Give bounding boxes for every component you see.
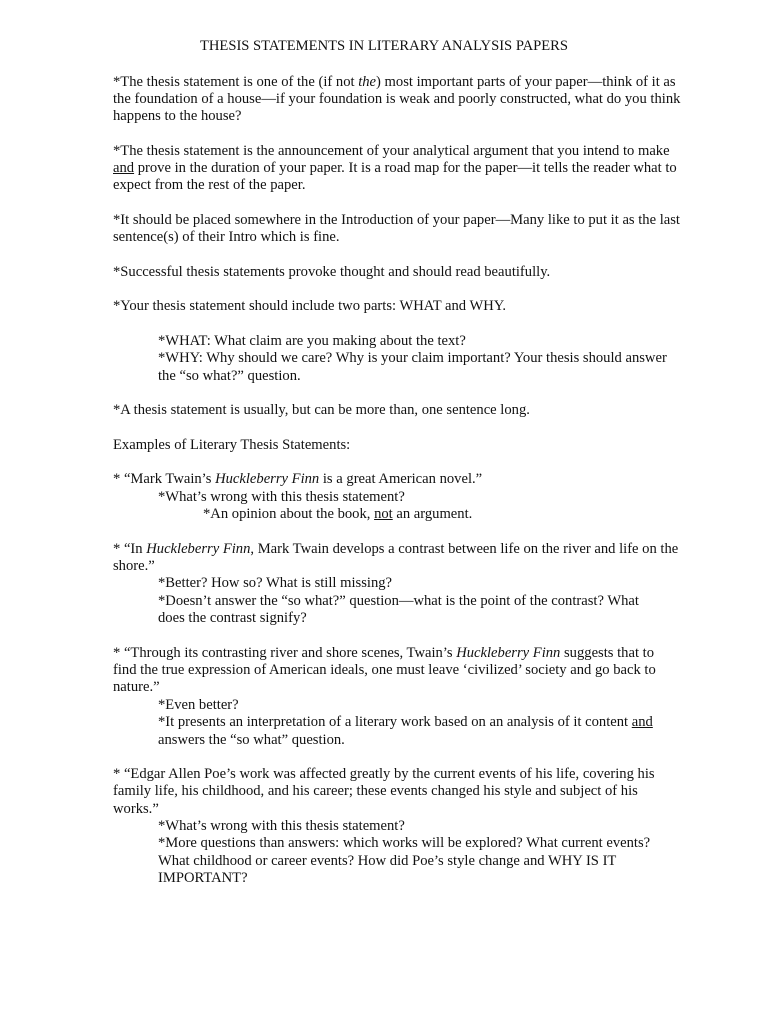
example-4-line-3: works.” bbox=[113, 801, 159, 817]
example-3-line-2: find the true expression of American ideals, one must leave ‘civilized’ society and go back to bbox=[113, 662, 656, 678]
examples-heading: Examples of Literary Thesis Statements: bbox=[113, 437, 351, 453]
example-4-line-1: * “Edgar Allen Poe’s work was affected greatly by the current events of his life, covering his bbox=[113, 766, 655, 782]
example-4-comment-2: *More questions than answers: which works will be explored? What current events? bbox=[158, 835, 651, 851]
paragraph-1-line-2: the foundation of a house—if your foundation is weak and poorly constructed, what do you think bbox=[113, 91, 681, 107]
paragraph-2-line-2: and prove in the duration of your paper. It is a road map for the paper—it tells the reader what to bbox=[113, 160, 677, 176]
example-3-comment-2: *It presents an interpretation of a literary work based on an analysis of it content and bbox=[158, 714, 653, 730]
example-1-statement: * “Mark Twain’s Huckleberry Finn is a great American novel.” bbox=[113, 471, 483, 487]
what-item: *WHAT: What claim are you making about the text? bbox=[158, 333, 466, 349]
emphasis-the: the bbox=[358, 74, 377, 90]
paragraph-1-line-1: *The thesis statement is one of the (if not the) most important parts of your paper—think of it as bbox=[113, 74, 676, 90]
paragraph-3-line-2: sentence(s) of their Intro which is fine. bbox=[113, 229, 340, 245]
example-4-comment-1: *What’s wrong with this thesis statement? bbox=[158, 818, 405, 834]
example-1-question: *What’s wrong with this thesis statement? bbox=[158, 489, 405, 505]
paragraph-3-line-1: *It should be placed somewhere in the Introduction of your paper—Many like to put it as the last bbox=[113, 212, 680, 228]
why-item-line-1: *WHY: Why should we care? Why is your claim important? Your thesis should answer bbox=[158, 350, 667, 366]
underlined-and: and bbox=[631, 714, 653, 730]
example-4-line-2: family life, his childhood, and his career; these events changed his style and subject of his bbox=[113, 783, 638, 799]
example-2-comment-3: does the contrast signify? bbox=[158, 610, 307, 626]
example-3-line-1: * “Through its contrasting river and shore scenes, Twain’s Huckleberry Finn suggests that to bbox=[113, 645, 655, 661]
underlined-and: and bbox=[113, 160, 135, 176]
paragraph-1-line-3: happens to the house? bbox=[113, 108, 242, 124]
why-item-line-2: the “so what?” question. bbox=[158, 368, 301, 384]
paragraph-7: *A thesis statement is usually, but can be more than, one sentence long. bbox=[113, 402, 530, 418]
example-1-answer: *An opinion about the book, not an argument. bbox=[203, 506, 473, 522]
example-3-comment-1: *Even better? bbox=[158, 697, 239, 713]
example-2-line-2: shore.” bbox=[113, 558, 155, 574]
example-2-line-1: * “In Huckleberry Finn, Mark Twain develops a contrast between life on the river and life on the bbox=[113, 541, 679, 557]
example-2-comment-2: *Doesn’t answer the “so what?” question—what is the point of the contrast? What bbox=[158, 593, 639, 609]
example-4-comment-3: What childhood or career events? How did Poe’s style change and WHY IS IT bbox=[158, 853, 617, 869]
paragraph-4: *Successful thesis statements provoke thought and should read beautifully. bbox=[113, 264, 551, 280]
page-title: THESIS STATEMENTS IN LITERARY ANALYSIS PAPERS bbox=[199, 38, 569, 54]
example-2-comment-1: *Better? How so? What is still missing? bbox=[158, 575, 393, 591]
paragraph-2-line-3: expect from the rest of the paper. bbox=[113, 177, 306, 193]
book-title: Huckleberry Finn bbox=[146, 541, 251, 557]
book-title: Huckleberry Finn bbox=[215, 471, 320, 487]
example-3-comment-3: answers the “so what” question. bbox=[158, 732, 345, 748]
example-4-comment-4: IMPORTANT? bbox=[158, 870, 248, 886]
book-title: Huckleberry Finn bbox=[456, 645, 561, 661]
paragraph-2-line-1: *The thesis statement is the announcement of your analytical argument that you intend to make bbox=[113, 143, 670, 159]
paragraph-5: *Your thesis statement should include two parts: WHAT and WHY. bbox=[113, 298, 507, 314]
example-3-line-3: nature.” bbox=[113, 679, 160, 695]
underlined-not: not bbox=[374, 506, 393, 522]
